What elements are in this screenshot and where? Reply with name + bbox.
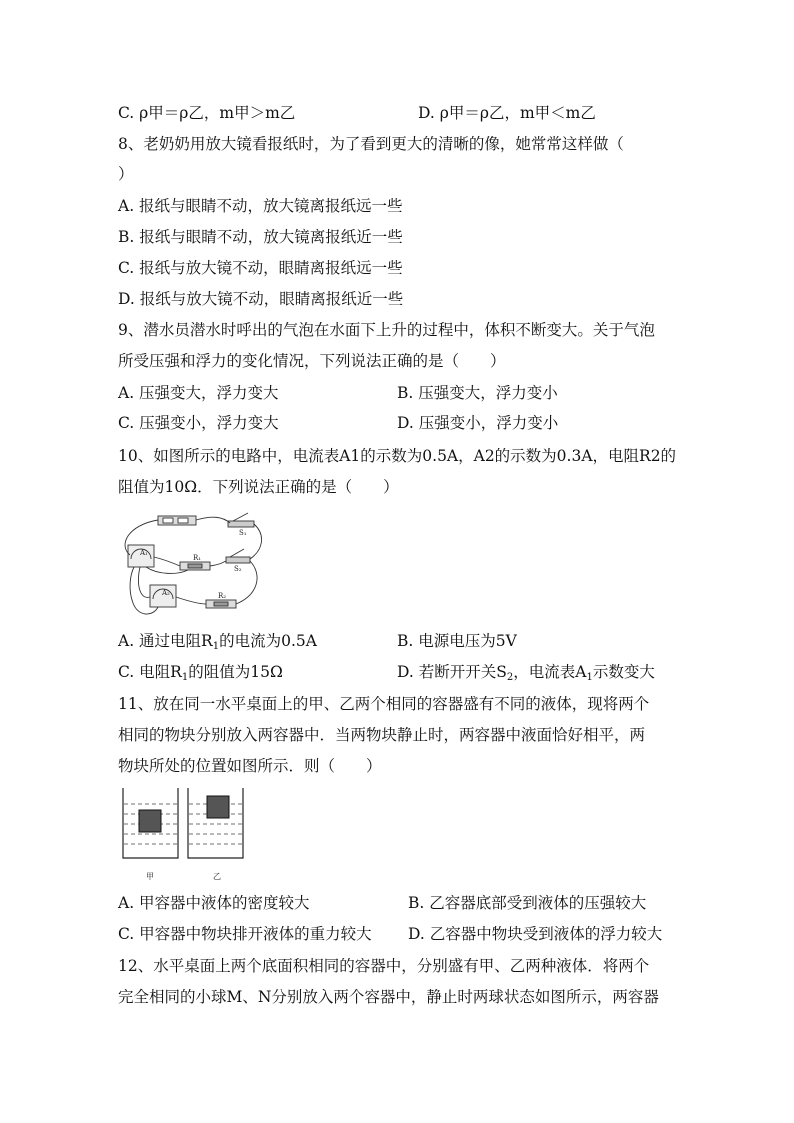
block-yi <box>207 796 229 818</box>
q7-option-c: C. ρ甲＝ρ乙，m甲＞m乙 <box>118 104 296 122</box>
q8-option-b: B. 报纸与眼睛不动，放大镜离报纸近一些 <box>118 228 403 246</box>
label-r1: R₁ <box>193 554 202 562</box>
q11-stem-line1: 11、放在同一水平桌面上的甲、乙两个相同的容器盛有不同的液体，现将两个 <box>118 695 650 713</box>
q11-option-b: B. 乙容器底部受到液体的压强较大 <box>408 894 647 912</box>
q9-option-b: B. 压强变大，浮力变小 <box>397 384 558 402</box>
label-jia: 甲 <box>146 872 154 881</box>
q10-option-c: C. 电阻$R_1$的阻值为15Ω <box>118 663 283 683</box>
label-a1: A₁ <box>140 549 148 557</box>
q10-stem-line1: 10、如图所示的电路中，电流表A1的示数为0.5A，A2的示数为0.3A，电阻R2的 <box>118 447 677 465</box>
label-r2: R₂ <box>218 592 227 600</box>
q11-stem-line2: 相同的物块分别放入两容器中．当两物块静止时，两容器中液面恰好相平，两 <box>118 726 646 744</box>
q7-option-d: D. ρ甲＝ρ乙，m甲＜m乙 <box>418 104 596 122</box>
q8-stem-line2: ） <box>118 165 134 183</box>
q8-option-c: C. 报纸与放大镜不动，眼睛离报纸远一些 <box>118 259 403 277</box>
q8-stem-line1: 8、老奶奶用放大镜看报纸时，为了看到更大的清晰的像，她常常这样做（ <box>118 135 624 153</box>
q9-option-d: D. 压强变小，浮力变小 <box>397 414 559 432</box>
q12-stem-line2: 完全相同的小球M、N分别放入两个容器中，静止时两球状态如图所示，两容器 <box>118 988 659 1006</box>
q11-option-d: D. 乙容器中物块受到液体的浮力较大 <box>408 925 663 943</box>
q10-option-b: B. 电源电压为5V <box>397 632 517 650</box>
q11-option-a: A. 甲容器中液体的密度较大 <box>118 894 310 912</box>
q11-stem-line3: 物块所处的位置如图所示．则（ ） <box>118 757 382 775</box>
q10-option-a: A. 通过电阻$R_1$的电流为0.5A <box>118 632 317 652</box>
q10-stem-line2: 阻值为10Ω．下列说法正确的是（ ） <box>118 478 399 496</box>
label-s2: S₂ <box>234 565 242 573</box>
label-a2: A₂ <box>162 589 170 597</box>
q9-option-c: C. 压强变小，浮力变大 <box>118 414 279 432</box>
q8-option-d: D. 报纸与放大镜不动，眼睛离报纸近一些 <box>118 290 404 308</box>
containers-diagram <box>118 786 258 884</box>
q12-stem-line1: 12、水平桌面上两个底面积相同的容器中，分别盛有甲、乙两种液体．将两个 <box>118 957 650 975</box>
q9-stem-line1: 9、潜水员潜水时呼出的气泡在水面下上升的过程中，体积不断变大。关于气泡 <box>118 321 655 339</box>
q11-option-c: C. 甲容器中物块排开液体的重力较大 <box>118 925 372 943</box>
q9-stem-line2: 所受压强和浮力的变化情况，下列说法正确的是（ ） <box>118 352 506 370</box>
q9-option-a: A. 压强变大，浮力变大 <box>118 384 279 402</box>
circuit-diagram <box>118 505 268 625</box>
label-s1: S₁ <box>239 529 247 537</box>
q8-option-a: A. 报纸与眼睛不动，放大镜离报纸远一些 <box>118 197 403 215</box>
label-yi: 乙 <box>213 872 221 881</box>
block-jia <box>139 810 161 832</box>
q10-option-d: D. 若断开开关$S_2$，电流表$A_1$示数变大 <box>397 663 655 683</box>
